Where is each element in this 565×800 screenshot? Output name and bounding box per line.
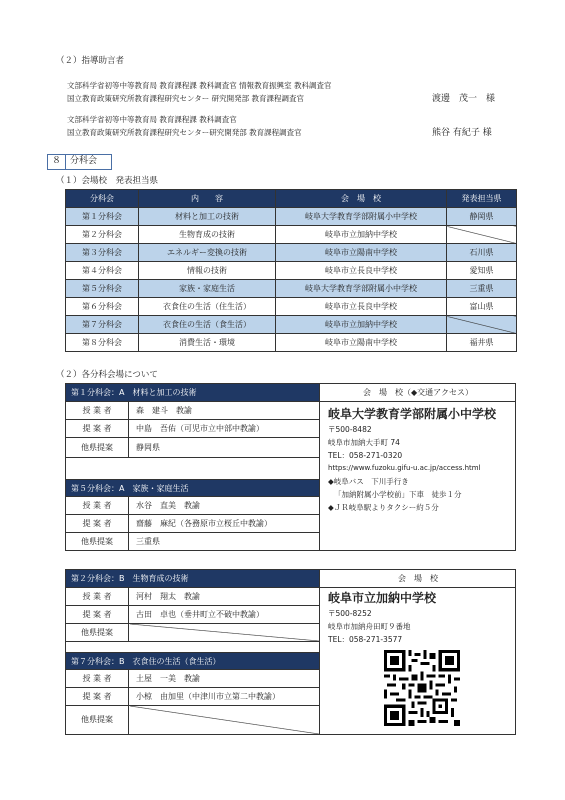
session5-other-pref-row: 他県提案 三重県: [66, 533, 319, 551]
cell-venue: 岐阜市立長良中学校: [276, 298, 447, 316]
cell-content: 家族・家庭生活: [139, 280, 276, 298]
venue-a-access-taxi: ◆ＪＲ岐阜駅よりタクシー約５分: [328, 503, 439, 512]
section8-header: [47, 154, 112, 170]
session1-header: 第１分科会：A 材料と加工の技術: [66, 384, 319, 402]
cell-session: 第４分科会: [66, 262, 139, 280]
cell-prefecture: 石川県: [447, 244, 517, 262]
cell-session: 第３分科会: [66, 244, 139, 262]
col-header-prefecture: 発表担当県: [447, 190, 517, 208]
cell-session: 第２分科会: [66, 226, 139, 244]
table-row: [66, 262, 517, 280]
session5-proposer-row: 提 案 者 齋藤 麻紀（各務原市立桜丘中教諭）: [66, 515, 319, 533]
session2-header: 第２分科会：B 生物育成の技術: [66, 570, 319, 588]
section8-title: 分科会: [70, 156, 98, 166]
table-row: [66, 298, 517, 316]
cell-prefecture-empty: [447, 316, 517, 334]
empty-cell: [130, 706, 319, 734]
venue-block-a: [65, 383, 516, 551]
session1-proposer-row: 提 案 者 中島 吾佑（可児市立中部中教諭）: [66, 420, 319, 438]
venue-a-address: 岐阜市加納大手町 74: [328, 438, 400, 447]
advisor1-name: 渡邊 茂一 様: [432, 94, 496, 104]
venue-a-access-bus: ◆岐阜バス 下川手行き: [328, 477, 409, 486]
cell-venue: 岐阜大学教育学部附属小中学校: [276, 280, 447, 298]
table-row: [66, 208, 517, 226]
empty-cell: [130, 624, 319, 641]
advisors-heading: （２）指導助言者: [56, 56, 125, 66]
table-row: [66, 280, 517, 298]
cell-session: 第７分科会: [66, 316, 139, 334]
advisor1-line1: 文部科学省初等中等教育局 教育課程課 教科調査官 情報教育振興室 教科調査官: [67, 81, 332, 90]
session-venue-table: [65, 189, 517, 352]
cell-prefecture: 福井県: [447, 334, 517, 352]
advisor2-line2: 国立教育政策研究所教育課程研究センター研究開発部 教育課程調査官: [67, 128, 302, 137]
venue-b-postal: 〒500-8252: [328, 609, 372, 618]
session7-header: 第７分科会：B 衣食住の生活（食生活）: [66, 652, 319, 670]
session2-teacher-row: 授 業 者 河村 翔太 教諭: [66, 588, 319, 606]
table1-heading: （１）会場校 発表担当県: [56, 176, 159, 186]
cell-content: 情報の技術: [139, 262, 276, 280]
cell-prefecture: 愛知県: [447, 262, 517, 280]
advisor2-line1: 文部科学省初等中等教育局 教育課程課 教科調査官: [67, 115, 237, 124]
session2-proposer-row: 提 案 者 古田 卓也（垂井町立不破中教諭）: [66, 606, 319, 624]
session5-teacher-row: 授 業 者 水谷 直美 教諭: [66, 497, 319, 515]
cell-content: エネルギー変換の技術: [139, 244, 276, 262]
section8-number: ８: [48, 155, 66, 169]
qr-code-icon: [384, 650, 460, 726]
session7-teacher-row: 授 業 者 土屋 一美 教諭: [66, 670, 319, 688]
cell-prefecture: 富山県: [447, 298, 517, 316]
table-row: [66, 316, 517, 334]
cell-venue: 岐阜大学教育学部附属小中学校: [276, 208, 447, 226]
session1-teacher-row: 授 業 者 森 建斗 教諭: [66, 402, 319, 420]
venue-b-tel: TEL：058-271-3577: [328, 635, 403, 644]
cell-session: 第８分科会: [66, 334, 139, 352]
advisor2-name: 熊谷 有紀子 様: [432, 128, 492, 138]
venue-a-header: 会 場 校（◆交通アクセス）: [320, 384, 516, 402]
cell-venue: 岐阜市立陽南中学校: [276, 334, 447, 352]
divider: [319, 384, 320, 550]
venue-block-b: [65, 569, 516, 735]
venue-a-access-stop: 「加納附属小学校前」下車 徒歩１分: [334, 490, 462, 499]
session5-header: 第５分科会：A 家族・家庭生活: [66, 479, 319, 497]
cell-venue: 岐阜市立加納中学校: [276, 316, 447, 334]
cell-content: 消費生活・環境: [139, 334, 276, 352]
advisor1-line2: 国立教育政策研究所教育課程研究センター 研究開発部 教育課程調査官: [67, 94, 304, 103]
session2-other-pref-row: 他県提案: [66, 624, 319, 642]
venue-a-name: 岐阜大学教育学部附属小中学校: [328, 407, 497, 421]
session1-other-pref-row: 他県提案 静岡県: [66, 438, 319, 458]
col-header-session: 分科会: [66, 190, 139, 208]
cell-content: 衣食住の生活（住生活）: [139, 298, 276, 316]
cell-content: 衣食住の生活（食生活）: [139, 316, 276, 334]
table-row: [66, 244, 517, 262]
venue-b-header: 会 場 校: [320, 570, 516, 588]
cell-content: 材料と加工の技術: [139, 208, 276, 226]
table-row: [66, 226, 517, 244]
venue-b-address: 岐阜市加納舟田町９番地: [328, 622, 411, 631]
cell-content: 生物育成の技術: [139, 226, 276, 244]
cell-session: 第５分科会: [66, 280, 139, 298]
session7-other-pref-row: 他県提案: [66, 706, 319, 734]
cell-venue: 岐阜市立長良中学校: [276, 262, 447, 280]
cell-venue: 岐阜市立加納中学校: [276, 226, 447, 244]
venue-a-url[interactable]: https://www.fuzoku.gifu-u.ac.jp/access.html: [328, 464, 481, 472]
divider: [319, 570, 320, 734]
cell-prefecture-empty: [447, 226, 517, 244]
venue-b-name: 岐阜市立加納中学校: [328, 591, 437, 605]
table-row: [66, 334, 517, 352]
venues-heading: （２）各分科会場について: [56, 370, 158, 380]
venue-a-postal: 〒500-8482: [328, 425, 372, 434]
cell-venue: 岐阜市立陽南中学校: [276, 244, 447, 262]
session7-proposer-row: 提 案 者 小椋 由加里（中津川市立第二中教諭）: [66, 688, 319, 706]
cell-prefecture: 静岡県: [447, 208, 517, 226]
cell-session: 第１分科会: [66, 208, 139, 226]
cell-session: 第６分科会: [66, 298, 139, 316]
col-header-venue: 会 場 校: [276, 190, 447, 208]
venue-a-tel: TEL：058-271-0320: [328, 451, 403, 460]
col-header-content: 内 容: [139, 190, 276, 208]
cell-prefecture: 三重県: [447, 280, 517, 298]
